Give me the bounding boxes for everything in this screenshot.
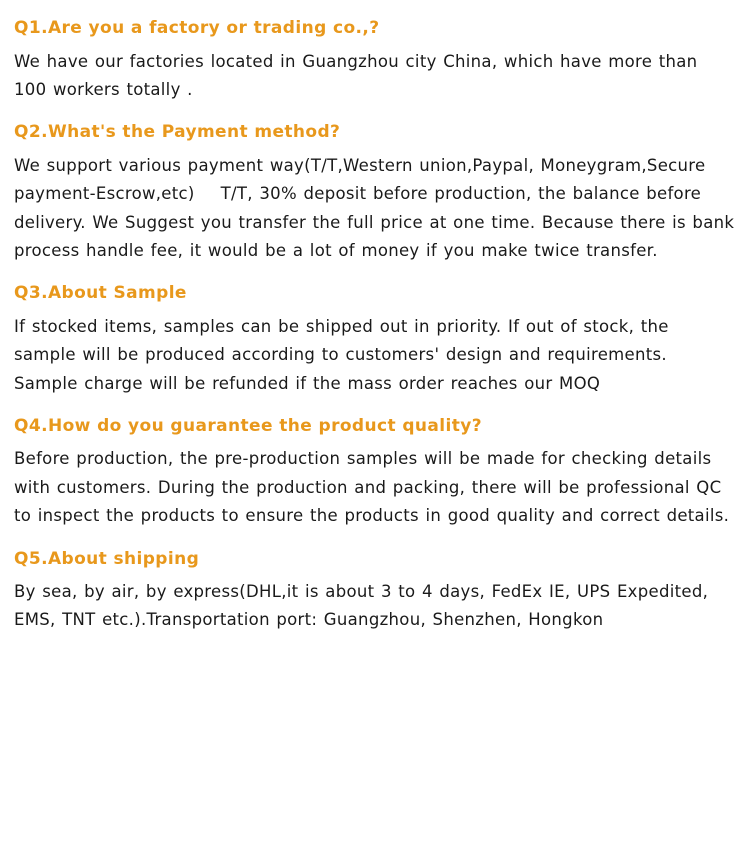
faq-question-2: Q2.What's the Payment method? (14, 122, 341, 143)
faq-item-5 (14, 547, 736, 635)
faq-item-3 (14, 281, 736, 398)
faq-answer-2-part1: We support various payment way(T/T,Western union,Paypal, Moneygram,Secure payment-Escrow,etc) (14, 155, 706, 204)
faq-question-5: Q5.About shipping (14, 548, 200, 569)
faq-answer-2-part2: T/T, 30% deposit before production, the balance before delivery. We Suggest you transfer the full price at one time. Because there is bank process handle fee, it would be a lot of money if you make twice transfer. (14, 184, 735, 260)
faq-item-2 (14, 120, 736, 265)
faq-item-1 (14, 16, 736, 104)
faq-question-4: Q4.How do you guarantee the product quality? (14, 415, 482, 436)
faq-question-1: Q1.Are you a factory or trading co.,? (14, 18, 380, 38)
faq-answer-2 (14, 152, 736, 266)
faq-answer-4: Before production, the pre-production samples will be made for checking details with customers. During the production and packing, there will be professional QC to inspect the products to ensure the products in good quality and correct details. (14, 449, 730, 526)
faq-item-4 (14, 414, 736, 531)
faq-answer-5: By sea, by air, by express(DHL,it is about 3 to 4 days, FedEx IE, UPS Expedited, EMS, TNT etc.).Transportation port: Guangzhou, Shenzhen, Hongkon (14, 582, 709, 630)
faq-answer-3: If stocked items, samples can be shipped out in priority. If out of stock, the sample will be produced according to customers' design and requirements. Sample charge will be refunded if the mass order reaches our MOQ (14, 316, 669, 393)
faq-question-3: Q3.About Sample (14, 283, 187, 304)
faq-answer-1: We have our factories located in Guangzhou city China, which have more than 100 workers totally . (14, 51, 698, 99)
